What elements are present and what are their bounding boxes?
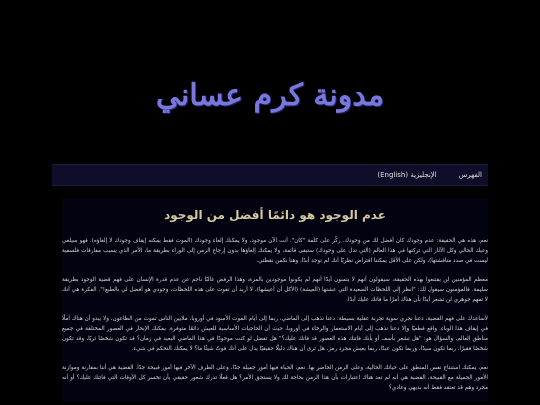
post-paragraph-4: نعم، يمكنك استنتاج نفس المنطق على حياتك الحالية، وعلى الزمن الحاضر بها. نعم، الحياة فيها أمور جميلة جدًا، وعلى الطرف الآخر فيها أمور قبيحة جدًا. القضية هي أننا بمقارنة وموازنة الأمور الجميلة مع القبيحة، القضية هي أنه لم تعد هناك اعتبارات بأن هذا الزمن بحاجة لك ولا يستحق الأمر؟ هل فعلًا تدرك شعور حقيقي بأن تخسر كل الأوقات التي فاتتك عليك؟ أو أنه مجرد وهم قد تعتقد فقط أنه بديهي وعادي؟ (62, 365, 488, 391)
navigation-bar (52, 164, 488, 186)
blog-header (0, 0, 540, 160)
post-content (62, 198, 488, 402)
nav-item-english[interactable]: الإنجليزية (English) (377, 171, 437, 179)
blog-title[interactable]: مدونة كرم عساني (155, 78, 385, 113)
post-paragraph-2: معظم المؤمنين لن يقتنعوا بهذه الحقيقة، سيقولون أنهم لا يتمنون أبدًا أنهم لم يكونوا موجودين بالمرة، وهذا الرفض غالبًا ناجم عن عدم قدرة الإنسان على فهم قضية الوجود بطريقة سليمة. فالمؤمنون سيقول لك: "انظر إلى اللحظات السعيدة التي عشتها (العيشة) (الأكل أن أعيشها)، لا أريد أن تفوت على هذه اللحظات، وجودي هو أفضل لي بالطبع!". الفكرة هي أنك لا تفهم جوهري لن تشعر أبدًا بأن هناك أمرًا ما فاتك عليك أبدًا. (62, 277, 488, 303)
post-title[interactable]: عدم الوجود هو دائمًا أفضل من الوجود (164, 208, 386, 222)
post-paragraph-3: لأساعدك على فهم القضية، دعنا نجري سوية تجربة عقلية بسيطة: دعنا نذهب إلى الماضي، ربما إلى أيام الموت الأسود في أوروبا، ملايين الناس تموت من الطاعون، ولا يبدو أن هناك أملًا في إيقاف هذا الوباء. واقع قطعيًا وإلا دعنا نذهب إلى أيام الاستعمار والرخاء في أوروبا، حيث أن الحاجيات الأساسية للعيش دائمًا متوفرة. يمكنك الإبحار في العصور المختلفة في جميع مناطق العالم، والسؤال هو: "هل تشعر بأسف أو بأنك فاتتك هذه العصور قد فاتك عليك؟" هل تفضل لو كنت موجودًا في هذا الماضي البعيد في زمان؟ قد تكون شخصًا ثريًا، وقد تكون شخصًا فقيرًا، ربما تكون سيدًا، وربما تكون عبدًا، ربما يعيش مجرد رمز. هل ترى أن هناك دليلًا حقيقيًا يدل على أنك فوتّ شيئًا ما؟ لا يمكنك التحكم في شيء. (62, 316, 488, 352)
nav-item-index[interactable]: الفهرس (458, 171, 482, 179)
post-paragraph-1: نعم، هذه هي الحقيقة: عدم وجودك كان أفضل لك من وجودك. ركّز على كلمة "كان". أنت الآن موجود، ولا يمكنك إلغاء وجودك (الموت فقط يمكنه إيقاف وجودك لا إلغاؤه). فهو سيلغي وعيك الحالي وكل الآثار التي تركتها في هذا العالم (التي تدل على وجودك) ستبقى قائمة، ولا يمكنك إلغاؤها بدون إرجاع الزمن إلى الوراء بطريقة ما، الأمر الذي يسبب مفارقات فلسفية ليست في صدد مناقشتها)، ولكن على الأقل يمكننا افتراض نظريًا أنك لم توجد أبدًا، وهنا نكمن نقطتي. (62, 238, 488, 264)
